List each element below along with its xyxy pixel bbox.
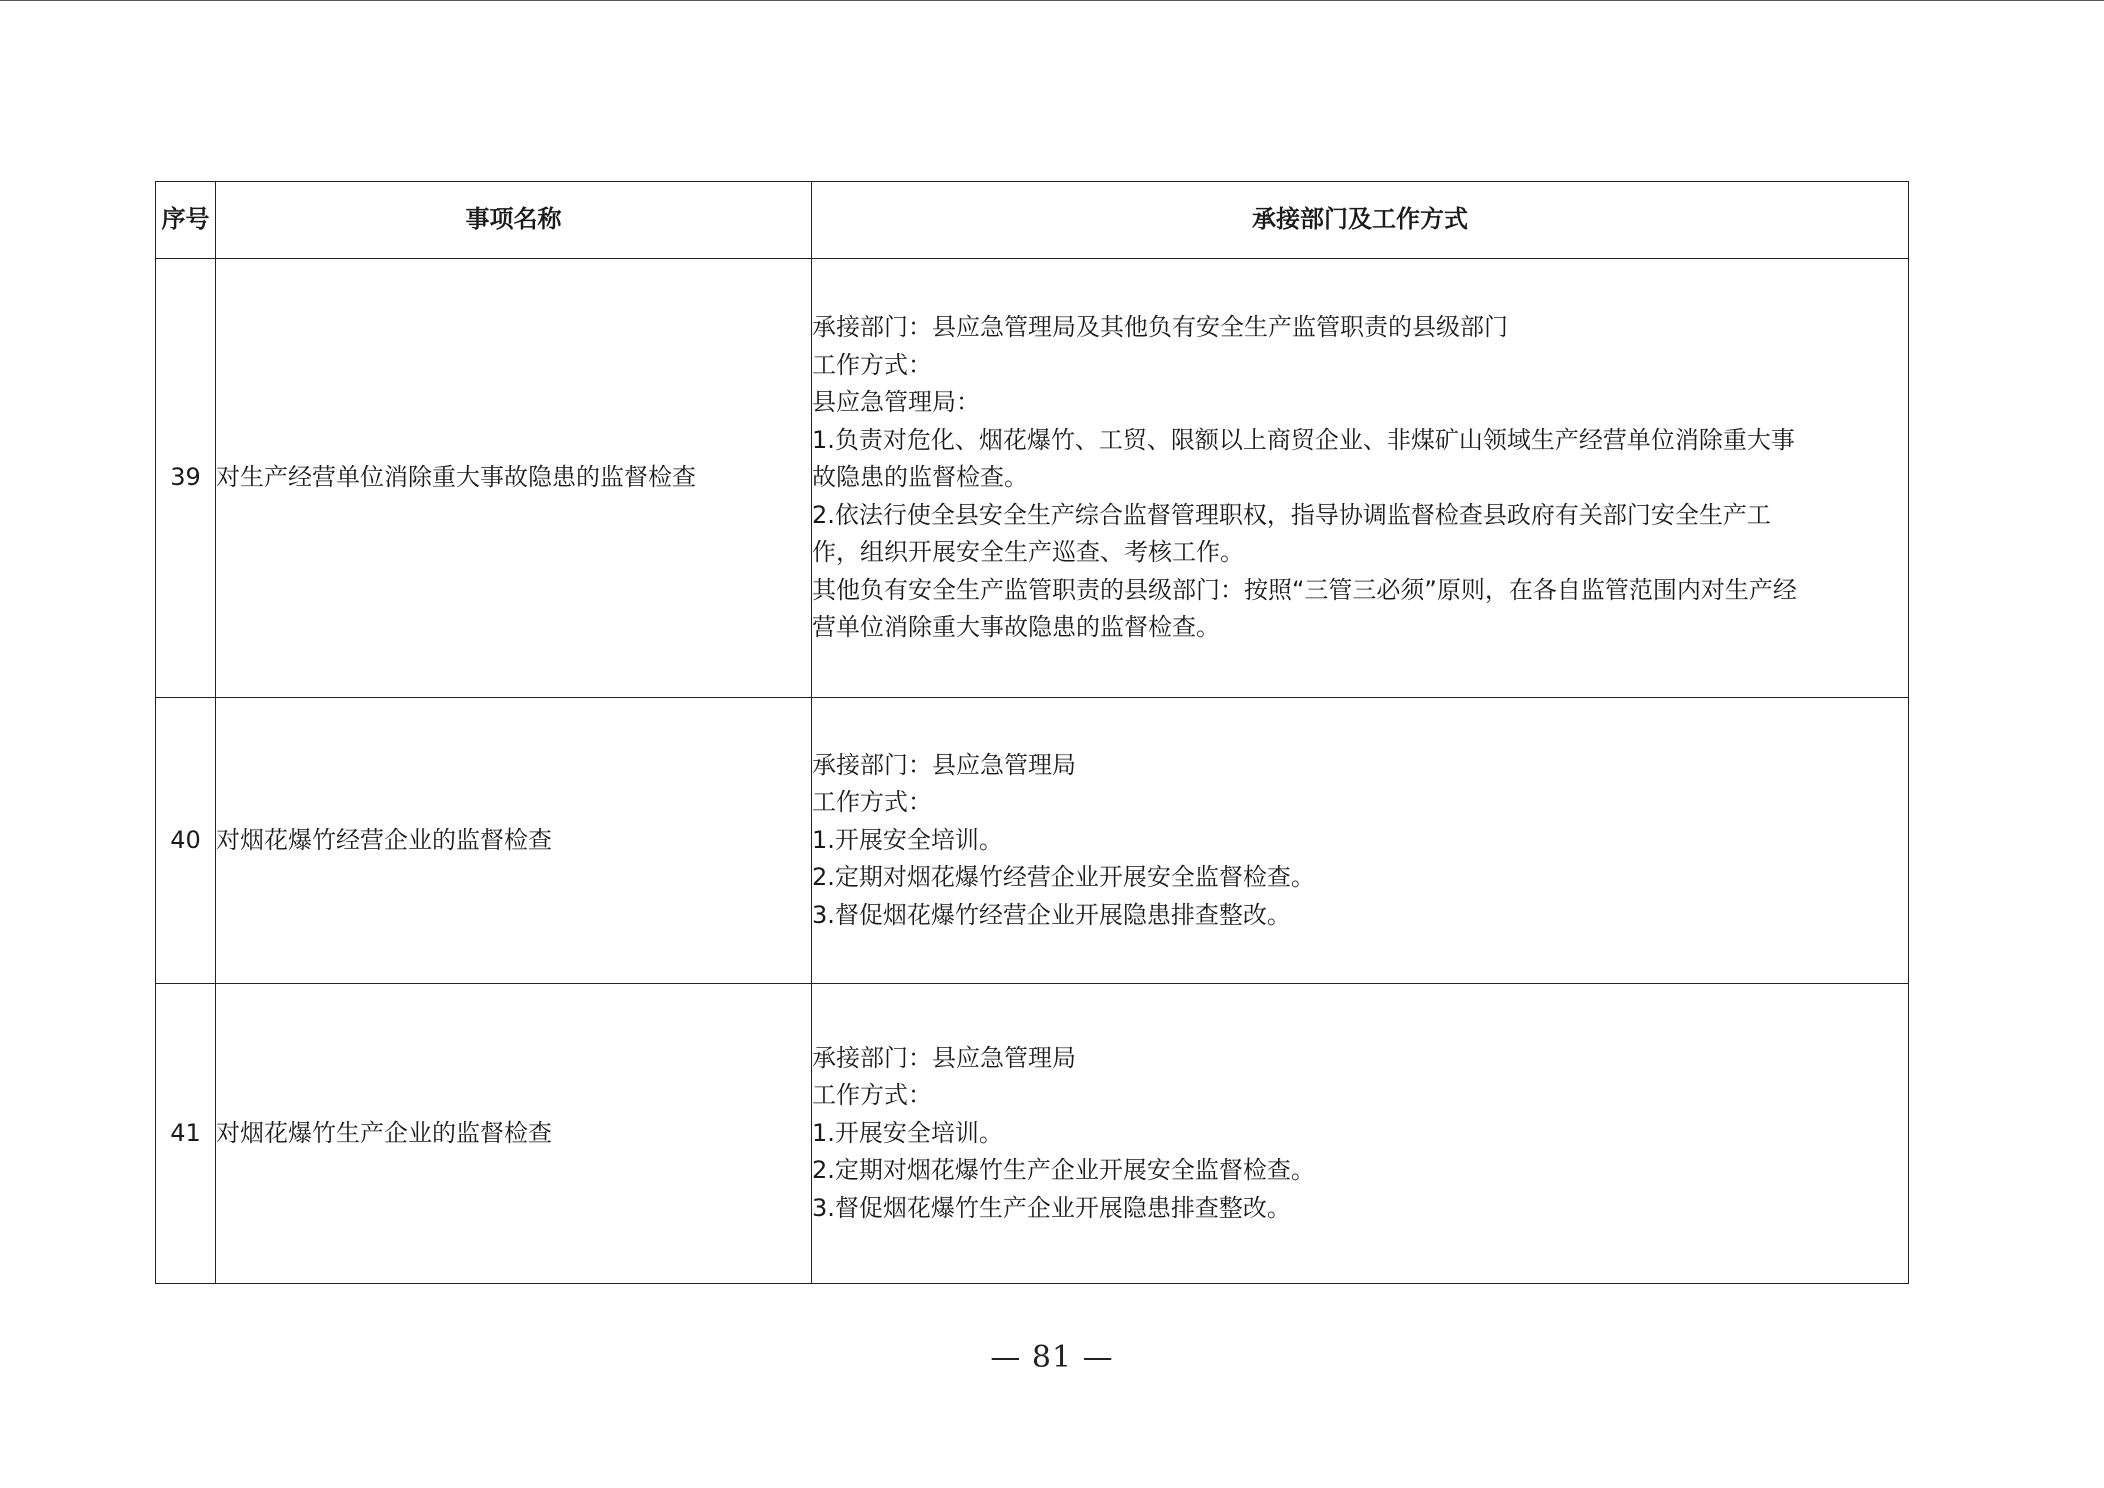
- method-line: 工作方式：: [812, 788, 932, 817]
- method-line: 1.开展安全培训。: [812, 825, 1003, 854]
- header-department-and-method: 承接部门及工作方式: [812, 182, 1909, 259]
- row-item-name: 对烟花爆竹生产企业的监督检查: [216, 984, 812, 1284]
- table-row: [156, 698, 1909, 984]
- row-serial-number: 39: [156, 259, 216, 698]
- method-line: 1.开展安全培训。: [812, 1118, 1003, 1147]
- method-line: 作，组织开展安全生产巡查、考核工作。: [812, 538, 1244, 567]
- top-border-line: [0, 0, 2104, 1]
- method-line: 1.负责对危化、烟花爆竹、工贸、限额以上商贸企业、非煤矿山领域生产经营单位消除重大事: [812, 425, 1795, 454]
- method-line: 2.定期对烟花爆竹经营企业开展安全监督检查。: [812, 863, 1315, 892]
- row-department-and-method: [812, 984, 1909, 1284]
- row-serial-number: 40: [156, 698, 216, 984]
- method-line: 2.定期对烟花爆竹生产企业开展安全监督检查。: [812, 1156, 1315, 1185]
- page-number: — 81 —: [990, 1340, 1114, 1375]
- method-line: 县应急管理局：: [812, 388, 980, 417]
- table-row: [156, 984, 1909, 1284]
- method-line: 工作方式：: [812, 350, 932, 379]
- method-line: 3.督促烟花爆竹生产企业开展隐患排查整改。: [812, 1193, 1291, 1222]
- method-line: 故隐患的监督检查。: [812, 463, 1028, 492]
- method-line: 3.督促烟花爆竹经营企业开展隐患排查整改。: [812, 900, 1291, 929]
- row-serial-number: 41: [156, 984, 216, 1284]
- method-line: 其他负有安全生产监管职责的县级部门：按照“三管三必须”原则，在各自监管范围内对生产经: [812, 575, 1797, 604]
- items-table: [155, 181, 1909, 1284]
- row-department-and-method: [812, 259, 1909, 698]
- method-line: 2.依法行使全县安全生产综合监督管理职权，指导协调监督检查县政府有关部门安全生产工: [812, 500, 1771, 529]
- header-item-name: 事项名称: [216, 182, 812, 259]
- header-serial-number: 序号: [156, 182, 216, 259]
- method-line: 营单位消除重大事故隐患的监督检查。: [812, 613, 1220, 642]
- row-department-and-method: [812, 698, 1909, 984]
- method-line: 承接部门：县应急管理局: [812, 750, 1076, 779]
- row-item-name: 对烟花爆竹经营企业的监督检查: [216, 698, 812, 984]
- table-header-row: [156, 182, 1909, 259]
- method-line: 承接部门：县应急管理局及其他负有安全生产监管职责的县级部门: [812, 313, 1508, 342]
- table-row: [156, 259, 1909, 698]
- row-item-name: 对生产经营单位消除重大事故隐患的监督检查: [216, 259, 812, 698]
- method-line: 承接部门：县应急管理局: [812, 1043, 1076, 1072]
- method-line: 工作方式：: [812, 1081, 932, 1110]
